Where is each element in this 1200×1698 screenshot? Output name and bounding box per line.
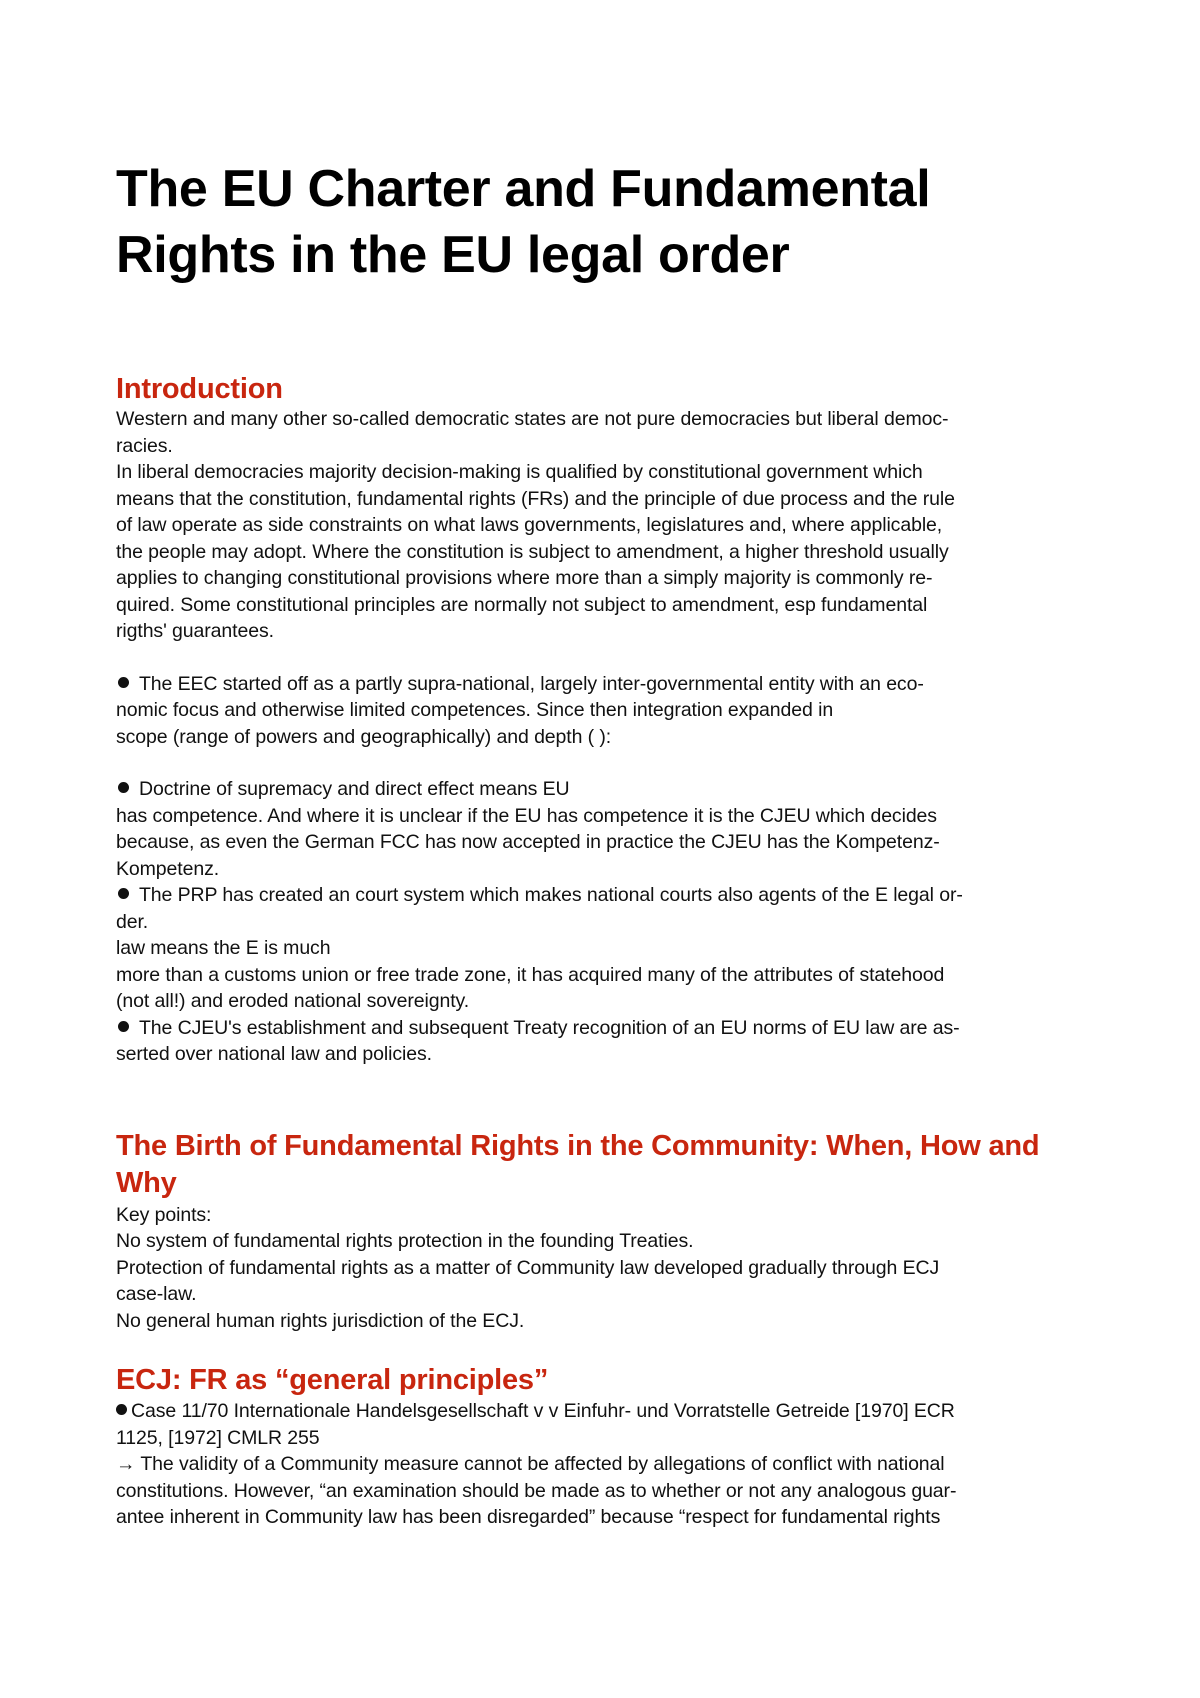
intro-bullet-3: [116, 882, 1096, 935]
document-page: [116, 156, 1096, 1531]
intro-bullet-2-text: Doctrine of supremacy and direct effect means EU: [139, 778, 570, 800]
ecj-bullet-1-text: Case 11/70 Internationale Handelsgesellschaft v v Einfuhr- und Vorratstelle Getreide [1970] ECR 1125, [1972] CMLR 255: [116, 1400, 955, 1449]
intro-paragraph-3: has competence. And where it is unclear if the EU has competence it is the CJEU which decides because, as even the German FCC has now accepted in practice the CJEU has the Kompetenz- Kompetenz.: [116, 804, 940, 880]
bullet-icon: [118, 1021, 129, 1032]
ecj-bullet-1: [116, 1398, 1096, 1451]
heading-introduction: Introduction: [116, 373, 283, 405]
bullet-icon: [118, 888, 129, 899]
bullet-icon: [116, 1404, 127, 1415]
bullet-icon: [118, 782, 129, 793]
spacer: [116, 645, 1096, 671]
heading-birth-of-fundamental-rights: The Birth of Fundamental Rights in the Community: When, How and Why: [116, 1129, 1040, 1199]
bullet-icon: [118, 677, 129, 688]
intro-paragraph-4: law means the E is much more than a customs union or free trade zone, it has acquired many of the attributes of statehood (not all!) and eroded national sovereignty.: [116, 937, 945, 1012]
heading-ecj-general-principles: ECJ: FR as “general principles”: [116, 1364, 549, 1396]
intro-paragraph-1: Western and many other so-called democratic states are not pure democracies but liberal democ- racies.: [116, 408, 949, 457]
intro-bullet-2: [116, 776, 1096, 803]
ecj-paragraph-1: → The validity of a Community measure cannot be affected by allegations of conflict with national constitutions. However, “an examination should be made as to whether or not any analogous guar- antee inherent in Community law has been disregarded” because “respect for fundamental rights: [116, 1453, 957, 1528]
intro-bullet-3-text: The PRP has created an court system which makes national courts also agents of the E legal or- der.: [116, 884, 963, 933]
intro-bullet-1: [116, 671, 1096, 751]
spacer: [116, 750, 1096, 776]
intro-paragraph-2: In liberal democracies majority decision-making is qualified by constitutional government which means that the constitution, fundamental rights (FRs) and the principle of due process and the rule of law operate as side constraints on what laws governments, legislatures and, where applicable, the people may adopt. Where the constitution is subject to amendment, a higher threshold usually applies to changing constitutional provisions where more than a simply majority is commonly re- quired. Some constitutional principles are normally not subject to amendment, esp fundamental rigths' guarantees.: [116, 461, 955, 642]
document-title: The EU Charter and Fundamental Rights in the EU legal order: [116, 160, 931, 284]
intro-bullet-4-text: The CJEU's establishment and subsequent Treaty recognition of an EU norms of EU law are as- serted over national law and policies.: [116, 1016, 960, 1065]
intro-bullet-1-text: The EEC started off as a partly supra-national, largely inter-governmental entity with an eco- nomic focus and otherwise limited competences. Since then integration expanded in scope (range of powers and geographically) and depth ( ):: [116, 672, 924, 748]
intro-bullet-4: [116, 1015, 1096, 1068]
birth-paragraph-1: Key points: No system of fundamental rights protection in the founding Treaties. Protection of fundamental rights as a matter of Community law developed gradually through ECJ case-law. No general human rights jurisdiction of the ECJ.: [116, 1203, 940, 1332]
